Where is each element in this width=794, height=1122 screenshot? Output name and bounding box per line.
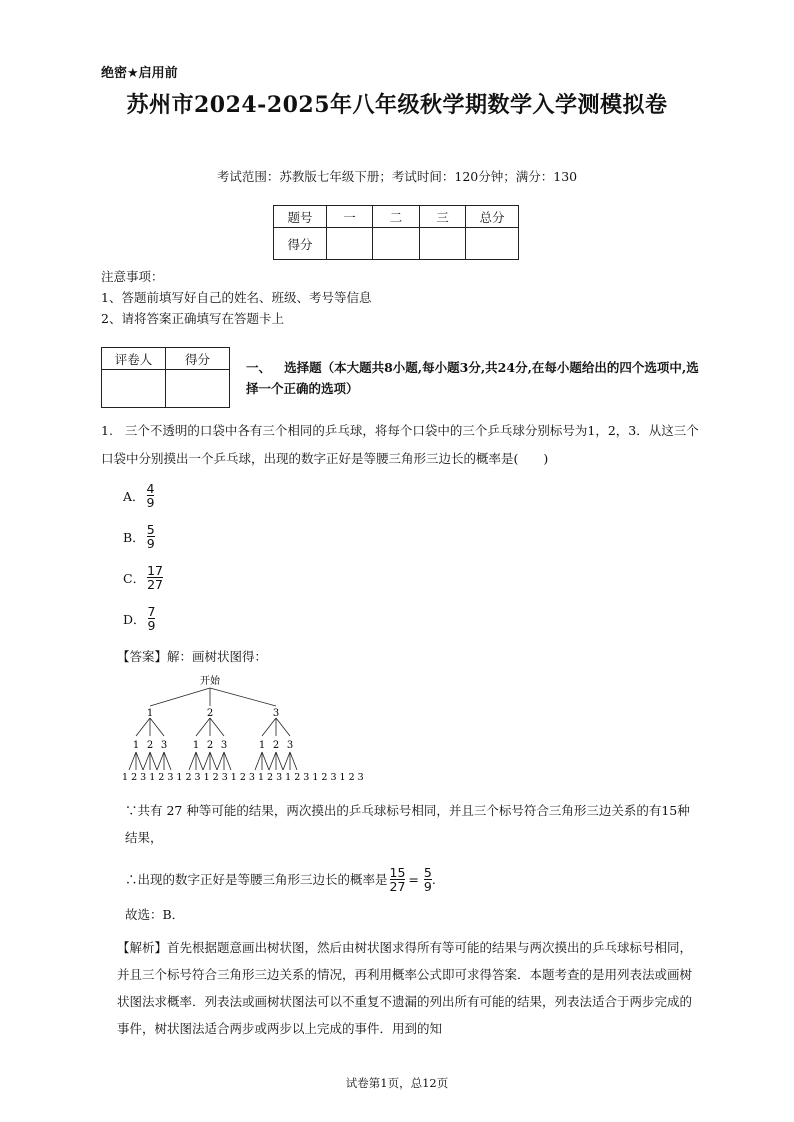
tree-node: 2 [146,740,154,751]
section-heading [246,357,706,399]
equals-sign: = [408,872,419,887]
tree-branch [269,752,276,770]
tree-branch [196,752,203,770]
page-footer: 试卷第1页，总12页 [345,1076,449,1090]
option-label: C． [123,570,146,586]
tree-branch [150,752,157,770]
tree-leaves: 1 2 3 1 2 3 1 2 3 1 2 3 1 2 3 1 2 3 1 2 3 1 2 3 1 2 3 [122,772,364,783]
fraction-denominator: 27 [389,879,406,894]
tree-branch [136,752,143,770]
answer-intro: 【答案】解：画树状图得： [117,649,268,664]
tree-diagram [118,672,364,784]
option-fraction [147,564,163,591]
probability-fraction [424,866,432,893]
tree-node: 1 [132,740,140,751]
fraction-denominator: 9 [147,618,156,633]
tree-branch [189,752,196,770]
probability-fraction [390,866,406,893]
fraction-numerator: 4 [146,481,155,496]
score-header-cell: 二 [373,206,420,228]
option-fraction [147,482,155,509]
score-table [273,205,519,260]
score-header-cell: 总分 [466,206,519,228]
tree-branch [262,752,269,770]
notes-item: 1、答题前填写好自己的姓名、班级、考号等信息 [101,290,372,305]
section-title: 选择题（本大题共8小题,每小题3分,共24分,在每小题给出的四个选项中,选择一个正确的选项） [246,360,699,396]
score-header-cell: 一 [327,206,373,228]
option-a [123,482,154,509]
confidential-label: 绝密★启用前 [101,66,178,81]
score-cell [327,228,373,260]
option-label: A． [123,488,145,504]
tree-node: 2 [272,740,280,751]
tree-node: 3 [272,708,280,719]
option-b [123,523,155,550]
option-fraction [147,523,155,550]
tree-branch [203,752,210,770]
fraction-numerator: 5 [146,522,155,537]
fraction-numerator: 17 [147,563,163,578]
score-cell [373,228,420,260]
notes-title: 注意事项： [101,269,164,284]
tree-root: 开始 [200,676,220,687]
tree-branch [224,752,231,770]
fraction-denominator: 9 [146,536,155,551]
section-number: 一、 [246,360,272,375]
question-body: 三个不透明的口袋中各有三个相同的乒乓球，将每个口袋中的三个乒乓球分别标号为1，2，3．从这三个口袋中分别摸出一个乒乓球，出现的数字正好是等腰三角形三边长的概率是( ) [101,423,699,466]
tree-node: 1 [192,740,200,751]
analysis-text: 【解析】首先根据题意画出树状图，然后由树状图求得所有等可能的结果与两次摸出的乒乓球标号相同，并且三个标号符合三角形三边关系的情况，再利用概率公式即可求得答案．本题考查的是用列表法或画树状图法求概率．列表法或画树状图法可以不重复不遗漏的列出所有可能的结果，列表法适合于两步完成的事件，树状图法适合两步或两步以上完成的事件．用到的知 [117,940,693,1036]
option-c [123,564,163,591]
question-number: 1. [101,423,113,438]
answer-line-1: ∵共有 27 种等可能的结果，两次摸出的乒乓球标号相同，并且三个标号符合三角形三边关系的有15种结果， [125,803,690,845]
notes-block [101,266,371,329]
score-header-cell: 题号 [274,206,327,228]
period: . [431,872,436,887]
tree-branch [143,752,150,770]
fraction-denominator: 9 [146,495,155,510]
fraction-numerator: 15 [389,865,406,880]
tree-branch [164,752,171,770]
fraction-numerator: 5 [423,865,432,880]
option-label: D． [123,611,146,627]
tree-node: 2 [206,740,214,751]
option-label: B． [123,529,145,545]
tree-branch [255,752,262,770]
tree-node: 1 [258,740,266,751]
notes-item: 2、请将答案正确填写在答题卡上 [101,311,284,326]
tree-branch [210,752,217,770]
tree-branch [129,752,136,770]
tree-branch [290,752,297,770]
tree-node: 3 [286,740,294,751]
question-text [101,417,701,473]
fraction-numerator: 7 [147,604,156,619]
tree-branch [283,752,290,770]
tree-branch [276,752,283,770]
grader-cell [102,370,166,408]
answer-choice: 故选：B． [125,907,185,922]
probability-text: ∴出现的数字正好是等腰三角形三边长的概率是 [125,872,388,887]
grader-header-cell: 评卷人 [102,348,166,370]
score-header-cell: 三 [420,206,466,228]
answer-line-2 [125,866,700,893]
tree-branch [217,752,224,770]
score-cell [420,228,466,260]
grader-table [101,347,230,408]
fraction-denominator: 27 [147,577,163,592]
grader-cell [166,370,230,408]
exam-title: 苏州市2024-2025年八年级秋学期数学入学测模拟卷 [126,92,668,118]
tree-node: 3 [220,740,228,751]
fraction-denominator: 9 [423,879,432,894]
score-row-label: 得分 [274,228,327,260]
option-d [123,605,155,632]
tree-branch [157,752,164,770]
tree-node: 1 [146,708,154,719]
option-fraction [148,605,156,632]
tree-node: 3 [160,740,168,751]
grader-header-cell: 得分 [166,348,230,370]
tree-node: 2 [206,708,214,719]
score-cell [466,228,519,260]
exam-scope: 考试范围：苏教版七年级下册；考试时间：120分钟；满分：130 [216,169,578,184]
